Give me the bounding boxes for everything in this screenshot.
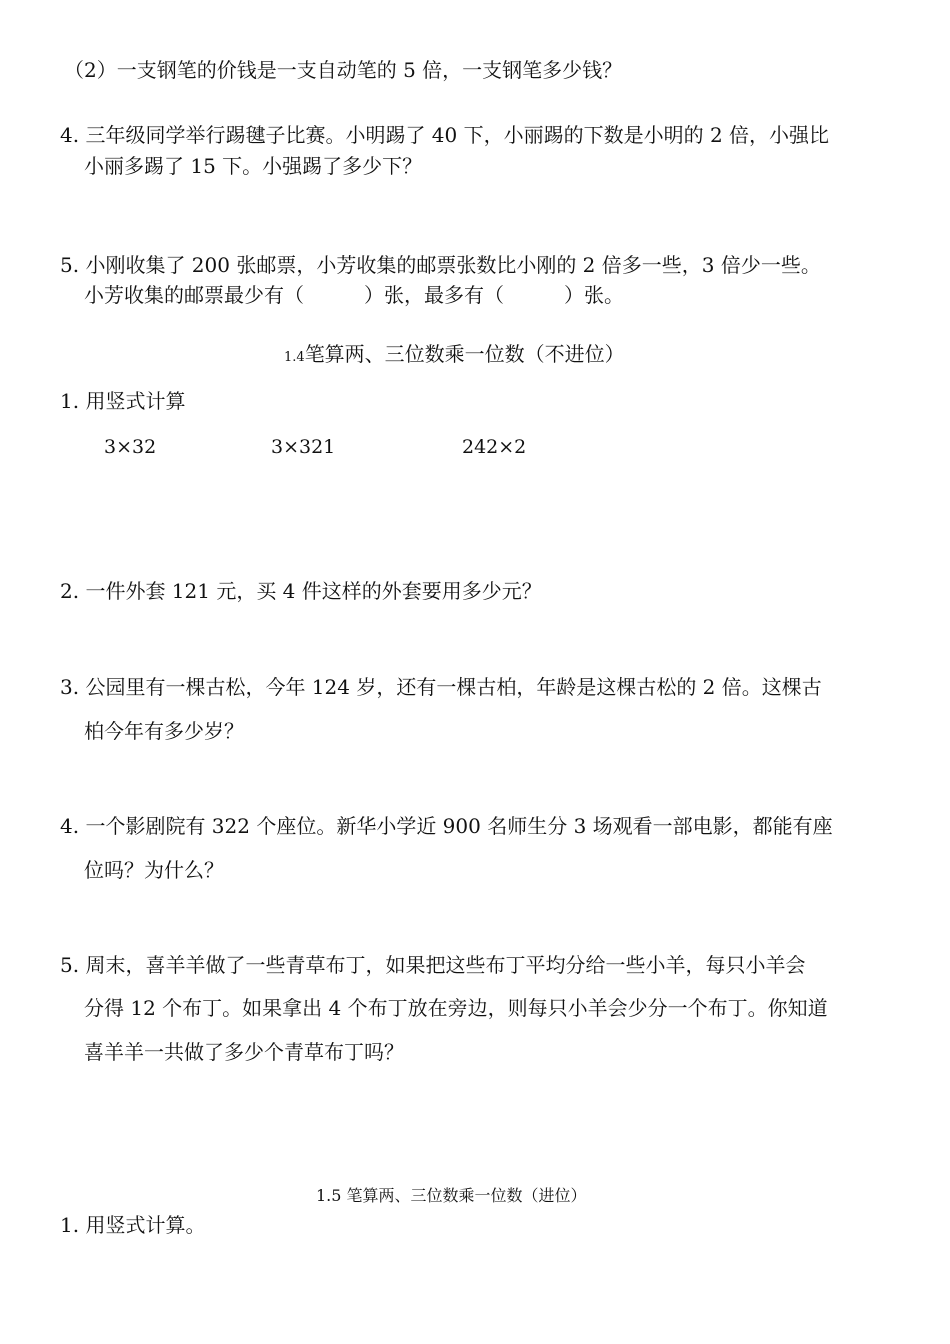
section-title-text: 笔算两、三位数乘一位数（不进位） (304, 342, 625, 366)
section-title-1-5: 1.5 笔算两、三位数乘一位数（进位） (316, 1186, 587, 1205)
calc-item: 3×32 (104, 436, 157, 458)
calc-item: 242×2 (462, 436, 527, 458)
question-4-line-2: 小丽多踢了 15 下。小强踢了多少下？ (84, 154, 423, 178)
s14-question-4-line-2: 位吗？为什么？ (84, 858, 224, 882)
s14-question-5-line-1: 5. 周末，喜羊羊做了一些青草布丁，如果把这些布丁平均分给一些小羊，每只小羊会 (60, 953, 806, 977)
s15-question-1: 1. 用竖式计算。 (60, 1213, 206, 1237)
question-5-line-1: 5. 小刚收集了 200 张邮票，小芳收集的邮票张数比小刚的 2 倍多一些，3 倍少一些。 (60, 253, 821, 277)
question-4-line-1: 4. 三年级同学举行踢毽子比赛。小明踢了 40 下，小丽踢的下数是小明的 2 倍，小强比 (60, 123, 830, 147)
calc-item: 3×321 (271, 436, 336, 458)
question-3-part-2: （2）一支钢笔的价钱是一支自动笔的 5 倍，一支钢笔多少钱？ (64, 58, 623, 82)
s14-question-4-line-1: 4. 一个影剧院有 322 个座位。新华小学近 900 名师生分 3 场观看一部电影，都能有座 (60, 814, 833, 838)
s14-question-3-line-1: 3. 公园里有一棵古松，今年 124 岁，还有一棵古柏，年龄是这棵古松的 2 倍。这棵古 (60, 675, 822, 699)
question-5-line-2: 小芳收集的邮票最少有（ ）张，最多有（ ）张。 (84, 283, 624, 307)
s14-question-3-line-2: 柏今年有多少岁？ (84, 719, 244, 743)
section-title-number: 1.4 (284, 350, 305, 365)
section-title-1-4 (284, 340, 625, 372)
s14-question-5-line-2: 分得 12 个布丁。如果拿出 4 个布丁放在旁边，则每只小羊会少分一个布丁。你知道 (84, 996, 828, 1020)
s14-question-5-line-3: 喜羊羊一共做了多少个青草布丁吗？ (84, 1040, 404, 1064)
s14-question-2: 2. 一件外套 121 元，买 4 件这样的外套要用多少元？ (60, 579, 542, 603)
s14-question-1: 1. 用竖式计算 (60, 389, 186, 413)
